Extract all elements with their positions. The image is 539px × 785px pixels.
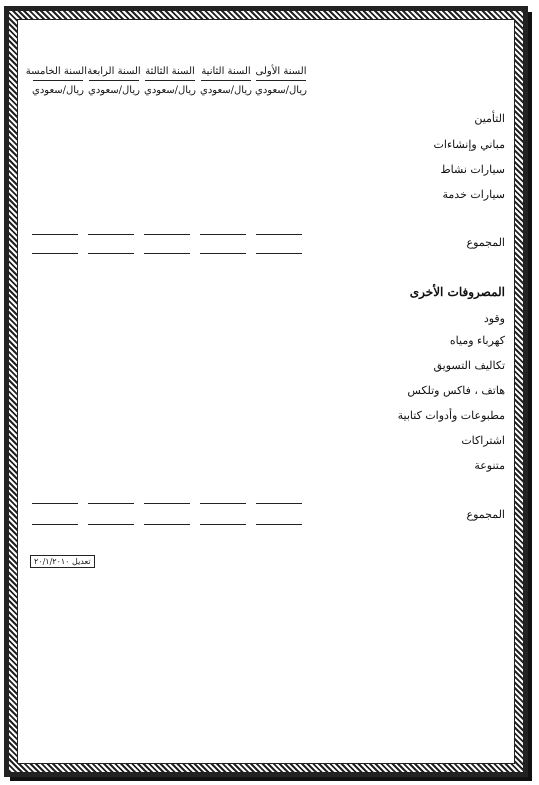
total-rule-top xyxy=(88,234,134,235)
item-electricity-water: كهرباء ومياه xyxy=(449,334,505,347)
column-unit-label: ريال/سعودي xyxy=(32,85,84,96)
header-underline xyxy=(89,80,139,81)
item-fuel: وقود xyxy=(483,312,505,325)
total-label-1: المجموع xyxy=(466,236,505,249)
item-stationery: مطبوعات وأدوات كتابية xyxy=(397,409,505,422)
column-year-label: السنة الخامسة xyxy=(25,66,87,77)
total-rule-top xyxy=(200,234,246,235)
column-year-label: السنة الرابعة xyxy=(87,66,141,77)
item-insurance: التأمين xyxy=(474,112,505,125)
column-header-year-4 xyxy=(85,66,143,96)
column-unit-label: ريال/سعودي xyxy=(255,85,307,96)
page-shadow-bottom xyxy=(10,777,532,781)
total-rule-bottom xyxy=(88,524,134,525)
header-underline xyxy=(256,80,306,81)
total-rule-bottom xyxy=(88,253,134,254)
section-heading-other-expenses: المصروفات الأخرى xyxy=(409,285,505,299)
total-rule-top xyxy=(200,503,246,504)
item-phone-fax-telex: هاتف ، فاكس وتلكس xyxy=(407,384,505,397)
item-marketing: تكاليف التسويق xyxy=(433,359,505,372)
total-rule-top xyxy=(256,503,302,504)
revision-stamp: تعديل ٢٠/١/٢٠١٠ xyxy=(30,555,95,568)
item-buildings: مباني وإنشاءات xyxy=(433,138,505,151)
column-year-label: السنة الأولى xyxy=(255,66,307,77)
total-label-2: المجموع xyxy=(466,508,505,521)
total-rule-bottom xyxy=(144,524,190,525)
column-unit-label: ريال/سعودي xyxy=(200,85,252,96)
column-header-year-5 xyxy=(25,66,87,96)
column-header-year-3 xyxy=(141,66,199,96)
total-rule-bottom xyxy=(256,524,302,525)
total-rule-top xyxy=(32,503,78,504)
total-rule-top xyxy=(256,234,302,235)
header-underline xyxy=(33,80,83,81)
column-header-year-1 xyxy=(252,66,310,96)
total-rule-top xyxy=(32,234,78,235)
item-activity-vehicles: سيارات نشاط xyxy=(440,163,505,176)
total-rule-top xyxy=(88,503,134,504)
column-year-label: السنة الثانية xyxy=(201,66,251,77)
total-rule-top xyxy=(144,234,190,235)
header-underline xyxy=(145,80,195,81)
column-unit-label: ريال/سعودي xyxy=(144,85,196,96)
column-year-label: السنة الثالثة xyxy=(145,66,195,77)
total-rule-bottom xyxy=(256,253,302,254)
total-rule-top xyxy=(144,503,190,504)
header-underline xyxy=(201,80,251,81)
item-subscriptions: اشتراكات xyxy=(461,434,505,447)
total-rule-bottom xyxy=(32,524,78,525)
column-unit-label: ريال/سعودي xyxy=(88,85,140,96)
item-service-vehicles: سيارات خدمة xyxy=(442,188,505,201)
page-shadow-right xyxy=(528,12,532,780)
total-rule-bottom xyxy=(200,253,246,254)
total-rule-bottom xyxy=(32,253,78,254)
column-header-year-2 xyxy=(197,66,255,96)
total-rule-bottom xyxy=(144,253,190,254)
item-miscellaneous: متنوعة xyxy=(474,459,505,472)
total-rule-bottom xyxy=(200,524,246,525)
